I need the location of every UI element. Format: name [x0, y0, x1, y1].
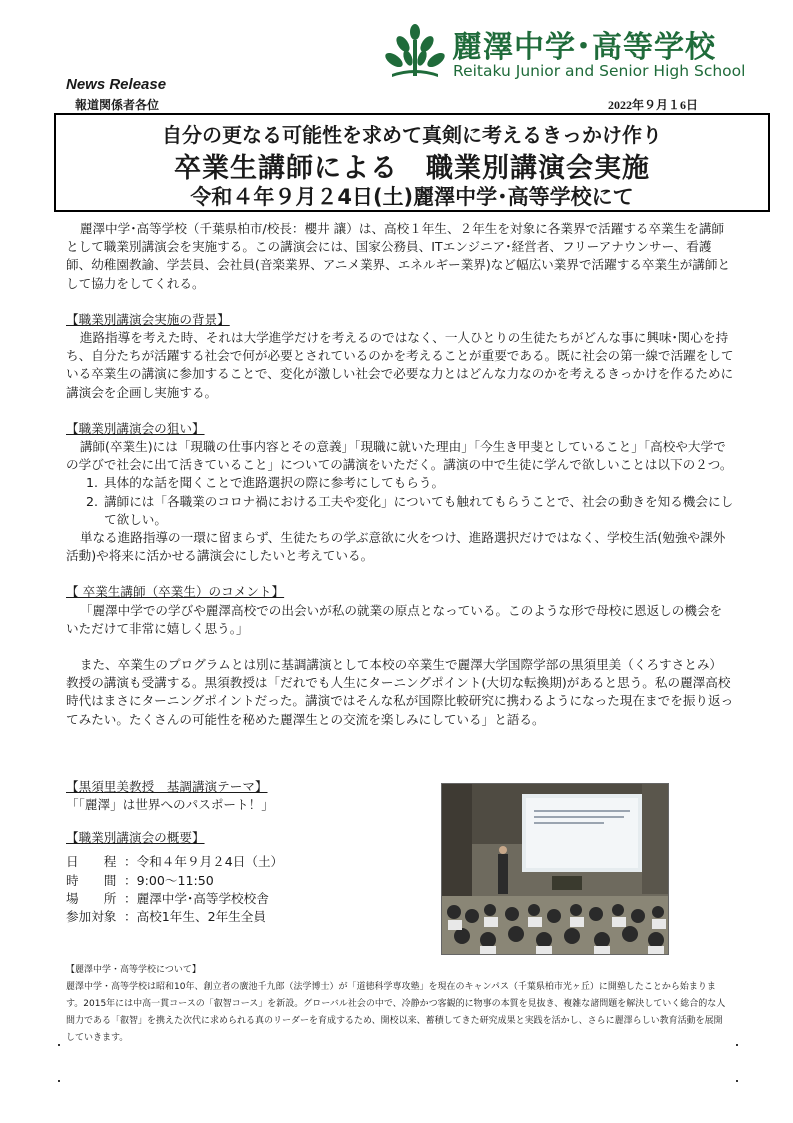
- comment-heading: 【 卒業生講師（卒業生）のコメント】: [66, 584, 285, 600]
- aims-paragraph: 講師(卒業生)には「現職の仕事内容とその意義」「現職に就いた理由」「今生き甲斐としていること」「高校や大学での学びで社会に出て活きていること」についての講演をいただく。講演の中で生徒に学んで欲しいことは以下の２つ。: [66, 439, 733, 473]
- overview-row: [66, 908, 426, 926]
- background-paragraph: 進路指導を考えた時、それは大学進学だけを考えるのではなく、一人ひとりの生徒たちがどんな事に興味･関心を持ち、自分たちが活躍する社会で何が必要とされているのかを考えることが重要である。既に社会の第一線で活躍をしている卒業生の講演に参加することで、変化が激しい社会で必要な力とはどんな力なのかを考えるきっかけを作るために講演会を企画し実施する。: [66, 330, 734, 400]
- about-text: 麗澤中学・高等学校は昭和10年、創立者の廣池千九郎（法学博士）が「道徳科学専攻塾」を現在のキャンパス（千葉県柏市光ヶ丘）に開塾したことから始まります。2015年には中高一貫コースの「叡智コース」を新設。グローバル社会の中で、冷静かつ客観的に物事の本質を見抜き、複雑な諸問題を解決していく総合的な人間力である「叡智」を携えた次代に求められる真のリーダーを育成するため、開校以来、蓄積してきた研究成果と実践を活かし、さらに麗澤らしい教育活動を展開していきます。: [66, 982, 726, 1043]
- overview-row: [66, 872, 426, 890]
- intro-paragraph: 麗澤中学･高等学校（千葉県柏市/校長：櫻井 讓）は、高校１年生、２年生を対象に各業界で活躍する卒業生を講師として職業別講演会を実施する。この講演会には、国家公務員、ITエンジニア･経営者、フリーアナウンサー、看護師、幼稚園教諭、学芸員、会社員(音楽業界、アニメ業界、エネルギー業界)など幅広い業界で活躍する卒業生が講師として協力をしてくれる。: [66, 221, 731, 291]
- about-school: [66, 962, 730, 1047]
- title-event-date: 令和４年９月２4日(土)麗澤中学･高等学校にて: [190, 185, 634, 209]
- aims-list-item: 2. 講師には「各職業のコロナ禍における工夫や変化」についても触れてもらうことで、社会の動きを知る機会にして欲しい。: [102, 493, 734, 529]
- recipients: 報道関係者各位: [75, 98, 160, 112]
- title-subtitle: 自分の更なる可能性を求めて真剣に考えるきっかけ作り: [162, 123, 662, 147]
- aims-heading: 【職業別講演会の狙い】: [66, 420, 205, 436]
- event-summary: [66, 778, 426, 927]
- release-date: 2022年９月１6日: [608, 98, 699, 112]
- keynote-theme-text: 「「麗澤」は世界へのパスポート！」: [66, 797, 274, 813]
- margin-dot: [736, 1044, 738, 1046]
- comment-paragraph: 「麗澤中学での学びや麗澤高校での出会いが私の就業の原点となっている。このような形で母校に恩返しの機会をいただけて非常に嬉しく思う。」: [66, 602, 723, 636]
- title-box: [54, 113, 770, 212]
- overview-value: ：令和４年９月２4日（土）: [124, 854, 284, 870]
- body-text: [66, 220, 734, 729]
- aims-list: [66, 474, 734, 529]
- overview-label: 参加対象: [66, 909, 117, 925]
- overview-row: [66, 890, 426, 908]
- aims-closing: 単なる進路指導の一環に留まらず、生徒たちの学ぶ意欲に火をつけ、進路選択だけではなく、学校生活(勉強や課外活動)や将来に活かせる講演会にしたいと考えている。: [66, 530, 726, 564]
- background-heading: 【職業別講演会実施の背景】: [66, 311, 230, 327]
- margin-dot: [58, 1080, 60, 1082]
- school-logo-icon: [384, 22, 446, 82]
- school-name-ja: 麗澤中学･高等学校: [452, 30, 716, 65]
- margin-dot: [58, 1044, 60, 1046]
- overview-label: 日 程: [66, 854, 117, 870]
- overview-label: 時 間: [66, 872, 117, 888]
- overview-value: ：高校1年生、2年生全員: [124, 909, 266, 925]
- keynote-intro-paragraph: また、卒業生のプログラムとは別に基調講演として本校の卒業生で麗澤大学国際学部の黒須里美（くろすさとみ）教授の講演も受講する。黒須教授は「だれでも人生にターニングポイント(大切な転換期)があると思う。私の麗澤高校時代はまさにターニングポイントだった。講演ではそんな私が国際比較研究に携わるようになった現在までを振り返ってみたい。たくさんの可能性を秘めた麗澤生との交流を楽しみにしている」と語る。: [66, 657, 734, 727]
- title-main: 卒業生講師による 職業別講演会実施: [174, 153, 650, 184]
- aims-list-item: 1. 具体的な話を聞くことで進路選択の際に参考にしてもらう。: [102, 474, 734, 492]
- news-release-label: News Release: [66, 76, 167, 93]
- overview-label: 場 所: [66, 891, 117, 907]
- margin-dot: [736, 1080, 738, 1082]
- lecture-photo: [441, 783, 669, 955]
- school-name-en: Reitaku Junior and Senior High School: [453, 62, 746, 80]
- overview-row: [66, 853, 426, 871]
- overview-value: ：麗澤中学･高等学校校舎: [124, 891, 269, 907]
- overview-heading: 【職業別講演会の概要】: [66, 829, 205, 845]
- overview-value: ：9:00～11:50: [124, 872, 214, 888]
- about-heading: 【麗澤中学・高等学校について】: [66, 965, 201, 975]
- keynote-theme-heading: 【黒須里美教授 基調講演テーマ】: [66, 779, 268, 794]
